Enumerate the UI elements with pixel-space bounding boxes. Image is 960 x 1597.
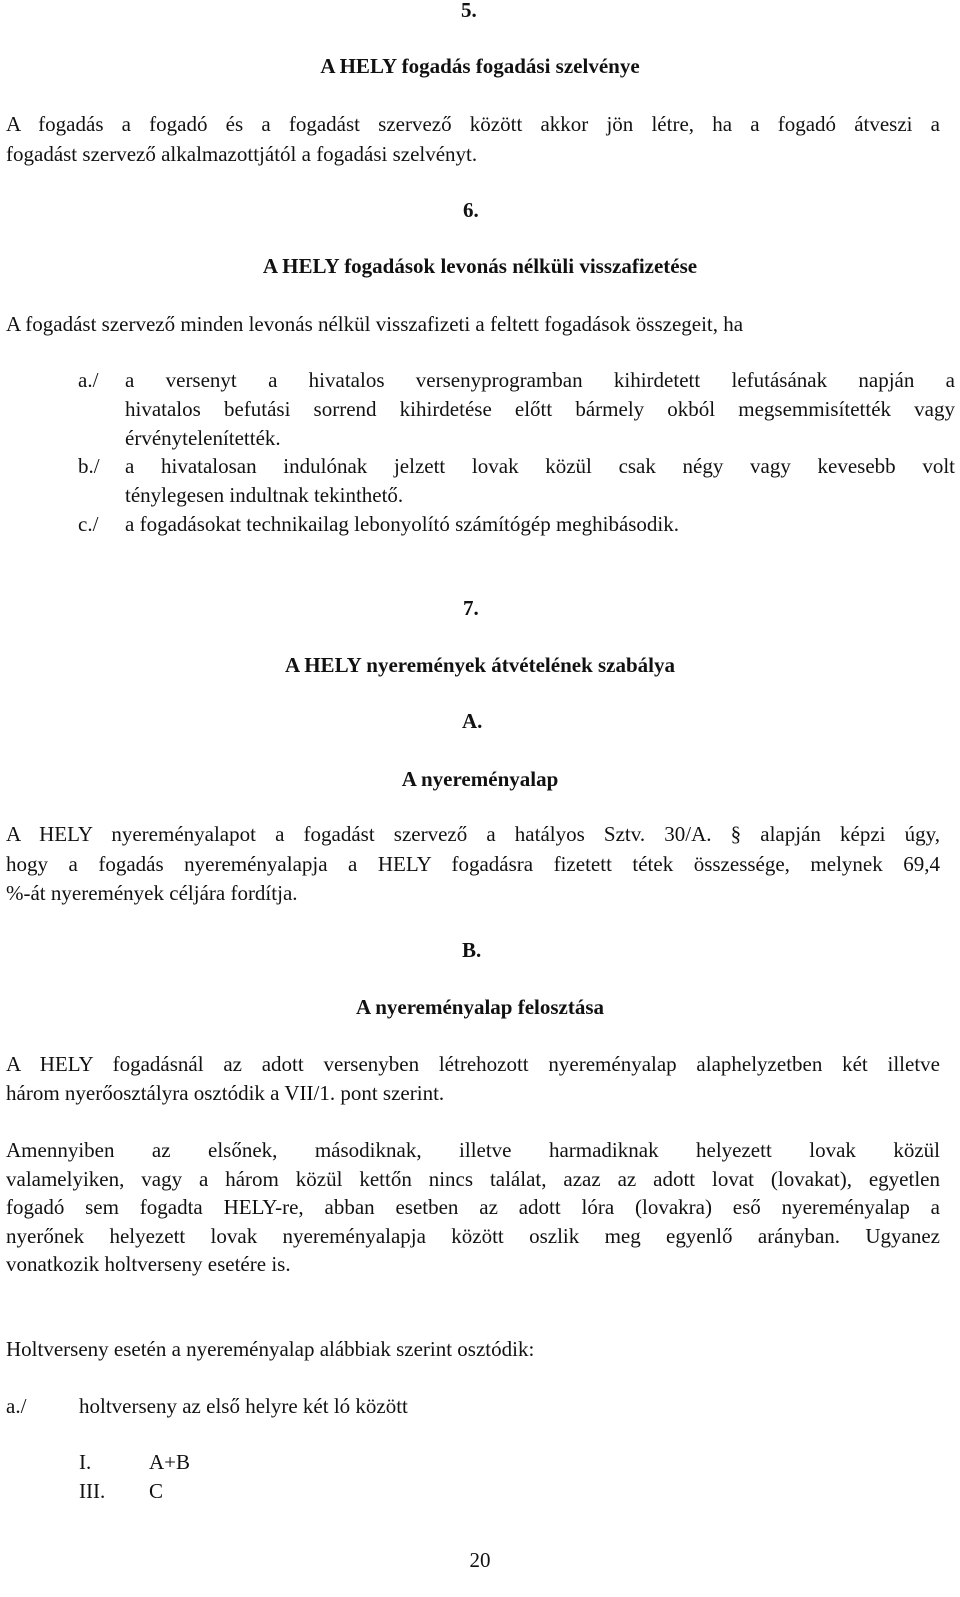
subsection-title: A nyereményalap felosztása (355, 995, 605, 1019)
class-label: I. (79, 1450, 92, 1474)
paragraph-line: fogadó sem fogadta HELY-re, abban esetben az adott lóra (lovakra) eső nyereményalap a (6, 1195, 940, 1219)
paragraph-line: Holtverseny esetén a nyereményalap alábbiak szerint osztódik: (6, 1337, 535, 1361)
list-item-line: ténylegesen indultnak tekinthető. (125, 483, 404, 507)
list-label: a./ (6, 1394, 27, 1418)
list-item-line: a fogadásokat technikailag lebonyolító számítógép meghibásodik. (125, 512, 680, 536)
subsection-letter: A. (462, 709, 483, 733)
subsection-letter: B. (462, 938, 482, 962)
paragraph-line: vonatkozik holtverseny esetére is. (6, 1252, 291, 1276)
list-label: c./ (78, 512, 99, 536)
paragraph-line: %-át nyeremények céljára fordítja. (6, 881, 298, 905)
paragraph-line: A HELY nyereményalapot a fogadást szervező a hatályos Sztv. 30/A. § alapján képzi úgy, (6, 822, 940, 846)
paragraph-line: A HELY fogadásnál az adott versenyben létrehozott nyereményalap alaphelyzetben két illetve (6, 1052, 940, 1076)
paragraph-line: fogadást szervező alkalmazottjától a fogadási szelvényt. (6, 142, 478, 166)
list-item-line: a hivatalosan indulónak jelzett lovak közül csak négy vagy kevesebb volt (125, 454, 955, 478)
class-value: A+B (149, 1450, 191, 1474)
list-item-line: a versenyt a hivatalos versenyprogramban kihirdetett lefutásának napján a (125, 368, 955, 392)
paragraph-line: A fogadást szervező minden levonás nélkül visszafizeti a feltett fogadások összegeit, ha (6, 312, 744, 336)
list-item-line: hivatalos befutási sorrend kihirdetése előtt bármely okból megsemmisítették vagy (125, 397, 955, 421)
list-label: a./ (78, 368, 99, 392)
section-title: A HELY fogadás fogadási szelvénye (320, 54, 640, 78)
list-item-line: holtverseny az első helyre két ló között (79, 1394, 408, 1418)
paragraph-line: A fogadás a fogadó és a fogadást szervező között akkor jön létre, ha a fogadó átveszi a (6, 112, 940, 136)
class-value: C (149, 1479, 164, 1503)
list-label: b./ (78, 454, 100, 478)
paragraph-line: Amennyiben az elsőnek, másodiknak, illetve harmadiknak helyezett lovak közül (6, 1138, 940, 1162)
class-label: III. (79, 1479, 106, 1503)
section-number: 6. (463, 198, 479, 222)
paragraph-line: három nyerőosztályra osztódik a VII/1. pont szerint. (6, 1081, 445, 1105)
section-title: A HELY fogadások levonás nélküli visszafizetése (262, 254, 698, 278)
list-item-line: érvénytelenítették. (125, 426, 281, 450)
section-title: A HELY nyeremények átvételének szabálya (284, 653, 676, 677)
section-number: 5. (461, 0, 477, 22)
paragraph-line: nyerőnek helyezett lovak nyereményalapja között oszlik meg egyenlő arányban. Ugyanez (6, 1224, 940, 1248)
page-number: 20 (469, 1548, 491, 1572)
section-number: 7. (463, 596, 479, 620)
subsection-title: A nyereményalap (401, 767, 559, 791)
paragraph-line: hogy a fogadás nyereményalapja a HELY fogadásra fizetett tétek összessége, melynek 69,4 (6, 852, 940, 876)
paragraph-line: valamelyiken, vagy a három közül kettőn nincs találat, azaz az adott lovat (lovakat), egyetlen (6, 1167, 940, 1191)
